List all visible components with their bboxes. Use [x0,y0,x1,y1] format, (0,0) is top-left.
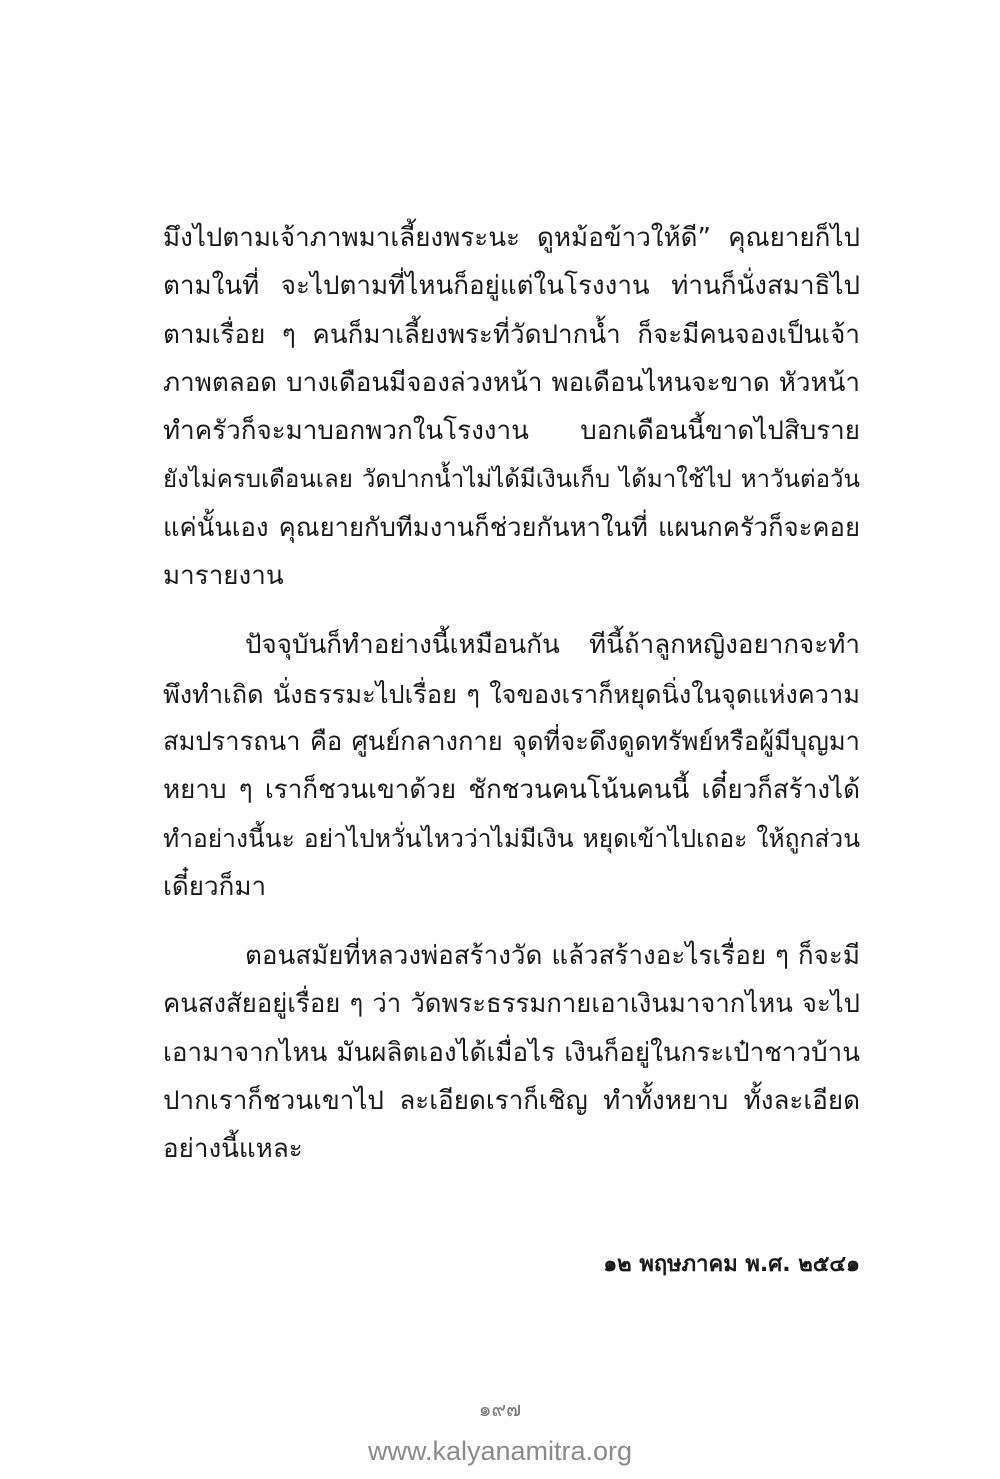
text-line: เอามาจากไหน มันผลิตเองได้เมื่อไร เงินก็อยู่ในกระเป๋าชาวบ้าน [163,1037,860,1068]
text-line: หยาบ ๆ เราก็ชวนเขาด้วย ชักชวนคนโน้นคนนี้ เดี๋ยวก็สร้างได้ [163,775,860,806]
text-line: อย่างนี้แหละ [163,1134,303,1165]
text-line: คนสงสัยอยู่เรื่อย ๆ ว่า วัดพระธรรมกายเอาเงินมาจากไหน จะไป [163,989,860,1020]
website-footer: www.kalyanamitra.org [367,1436,633,1466]
text-line: ทำอย่างนี้นะ อย่าไปหวั่นไหวว่าไม่มีเงิน หยุดเข้าไปเถอะ ให้ถูกส่วน [163,823,860,853]
text-line: ปากเราก็ชวนเขาไป ละเอียดเราก็เชิญ ทำทั้งหยาบ ทั้งละเอียด [163,1086,860,1117]
text-line: แค่นั้นเอง คุณยายกับทีมงานก็ช่วยกันหาในที่ แผนกครัวก็จะคอย [163,512,860,543]
page-number: ๑๙๗ [478,1397,522,1421]
paragraph-1 [163,214,860,600]
text-line: พึงทำเถิด นั่งธรรมะไปเรื่อย ๆ ใจของเราก็หยุดนิ่งในจุดแห่งความ [163,678,860,709]
text-line: มึงไปตามเจ้าภาพมาเลี้ยงพระนะ ดูหม้อข้าวให้ดี” คุณยายก็ไป [163,223,860,253]
text-line: ภาพตลอด บางเดือนมีจองล่วงหน้า พอเดือนไหนจะขาด หัวหน้า [163,367,860,398]
text-line: มารายงาน [163,561,284,592]
body-text [163,214,860,1174]
text-line: ปัจจุบันก็ทำอย่างนี้เหมือนกัน ทีนี้ถ้าลูกหญิงอยากจะทำ [245,630,860,661]
text-line: ยังไม่ครบเดือนเลย วัดปากน้ำไม่ได้มีเงินเก็บ ได้มาใช้ไป หาวันต่อวัน [163,465,860,494]
text-line: ทำครัวก็จะมาบอกพวกในโรงงาน บอกเดือนนี้ขาดไปสิบราย [163,416,860,447]
text-line: สมปรารถนา คือ ศูนย์กลางกาย จุดที่จะดึงดูดทรัพย์หรือผู้มีบุญมา [163,726,860,757]
date-line: ๑๒ พฤษภาคม พ.ศ. ๒๕๔๑ [603,1252,860,1277]
text-line: ตามเรื่อย ๆ คนก็มาเลี้ยงพระที่วัดปากน้ำ ก็จะมีคนจองเป็นเจ้า [163,319,860,350]
paragraph-2 [163,621,860,911]
text-line: ตามในที่ จะไปตามที่ไหนก็อยู่แต่ในโรงงาน ท่านก็นั่งสมาธิไป [163,271,860,302]
text-line: ตอนสมัยที่หลวงพ่อสร้างวัด แล้วสร้างอะไรเรื่อย ๆ ก็จะมี [245,941,860,972]
text-line: เดี๋ยวก็มา [163,871,267,902]
paragraph-3 [163,932,860,1173]
